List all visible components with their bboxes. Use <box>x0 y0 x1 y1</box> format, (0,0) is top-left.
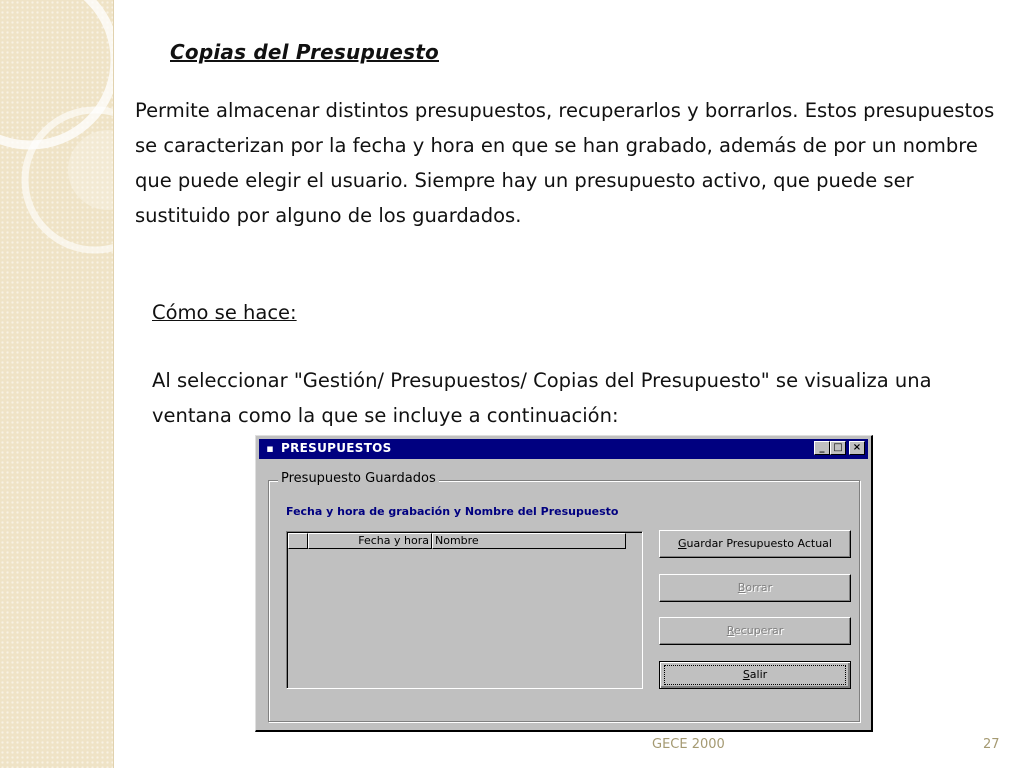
save-current-budget-button[interactable]: Guardar Presupuesto Actual <box>659 530 851 558</box>
delete-button[interactable]: Borrar <box>659 574 851 602</box>
instructions-paragraph: Al seleccionar "Gestión/ Presupuestos/ Copias del Presupuesto" se visualiza una ventana como la que se incluye a continuación: <box>152 369 932 427</box>
budgets-listview[interactable] <box>286 531 643 689</box>
footer-label: GECE 2000 <box>652 737 725 752</box>
description-paragraph: Permite almacenar distintos presupuestos, recuperarlos y borrarlos. Estos presupuestos se caracterizan por la fecha y hora en que se han grabado, además de por un nombre que puede elegir el usuario. Siempre hay un presupuesto activo, que puede ser sustituido por alguno de los guardados. <box>135 99 995 227</box>
column-header-selector[interactable] <box>288 533 308 549</box>
recover-button[interactable]: Recuperar <box>659 617 851 645</box>
how-to-heading: Cómo se hace: <box>152 301 297 324</box>
exit-button[interactable]: Salir <box>659 661 851 689</box>
minimize-button[interactable]: _ <box>814 441 830 455</box>
close-button[interactable]: × <box>849 441 865 455</box>
page-number: 27 <box>983 737 1000 752</box>
window-title: PRESUPUESTOS <box>281 441 392 455</box>
slide-title: Copias del Presupuesto <box>170 40 439 64</box>
column-header-name[interactable]: Nombre <box>432 533 626 549</box>
decorative-circles <box>0 0 113 768</box>
window-titlebar[interactable] <box>259 439 868 459</box>
groupbox-label: Presupuesto Guardados <box>278 471 439 486</box>
maximize-button[interactable]: □ <box>830 441 846 455</box>
focus-rectangle <box>664 665 846 685</box>
decorative-side-strip <box>0 0 114 768</box>
column-header-date[interactable]: Fecha y hora <box>308 533 432 549</box>
list-caption: Fecha y hora de grabación y Nombre del Presupuesto <box>286 505 619 518</box>
presupuestos-window <box>255 435 873 732</box>
window-app-icon[interactable]: ▪ <box>266 442 274 455</box>
